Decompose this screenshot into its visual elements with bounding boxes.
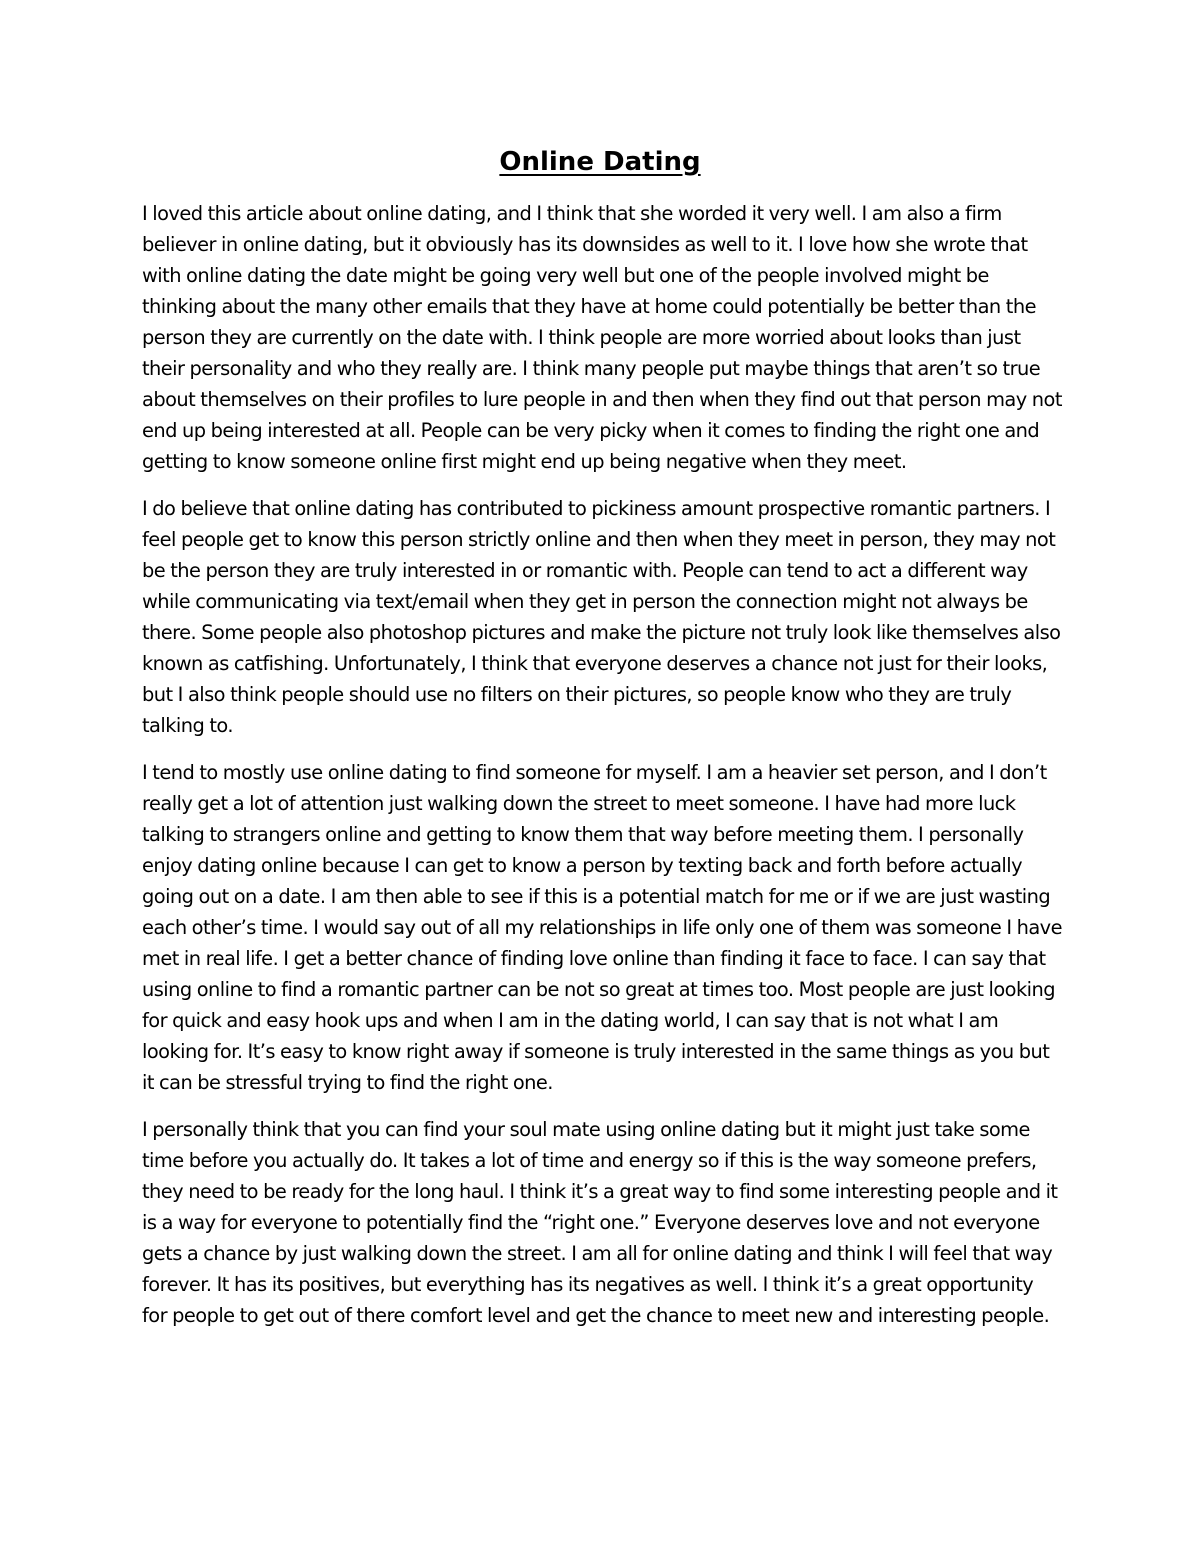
document-body	[142, 198, 1062, 1347]
paragraph-3: I tend to mostly use online dating to find someone for myself. I am a heavier set person, and I don’t really get a lot of attention just walking down the street to meet someone. I have had more luck talking to strangers online and getting to know them that way before meeting them. I personally enjoy dating online because I can get to know a person by texting back and forth before actually going out on a date. I am then able to see if this is a potential match for me or if we are just wasting each other’s time. I would say out of all my relationships in life only one of them was someone I have met in real life. I get a better chance of finding love online than finding it face to face. I can say that using online to find a romantic partner can be not so great at times too. Most people are just looking for quick and easy hook ups and when I am in the dating world, I can say that is not what I am looking for. It’s easy to know right away if someone is truly interested in the same things as you but it can be stressful trying to find the right one.	[142, 761, 1062, 1094]
paragraph-1: I loved this article about online dating, and I think that she worded it very well. I am also a firm believer in online dating, but it obviously has its downsides as well to it. I love how she wrote that with online dating the date might be going very well but one of the people involved might be thinking about the many other emails that they have at home could potentially be better than the person they are currently on the date with. I think people are more worried about looks than just their personality and who they really are. I think many people put maybe things that aren’t so true about themselves on their profiles to lure people in and then when they find out that person may not end up being interested at all. People can be very picky when it comes to finding the right one and getting to know someone online first might end up being negative when they meet.	[142, 202, 1062, 473]
document-title: Online Dating	[499, 147, 701, 177]
paragraph-2: I do believe that online dating has contributed to pickiness amount prospective romantic partners. I feel people get to know this person strictly online and then when they meet in person, they may not be the person they are truly interested in or romantic with. People can tend to act a different way while communicating via text/email when they get in person the connection might not always be there. Some people also photoshop pictures and make the picture not truly look like themselves also known as catfishing. Unfortunately, I think that everyone deserves a chance not just for their looks, but I also think people should use no filters on their pictures, so people know who they are truly talking to.	[142, 497, 1061, 737]
paragraph-4: I personally think that you can find your soul mate using online dating but it might just take some time before you actually do. It takes a lot of time and energy so if this is the way someone prefers, they need to be ready for the long haul. I think it’s a great way to find some interesting people and it is a way for everyone to potentially find the “right one.” Everyone deserves love and not everyone gets a chance by just walking down the street. I am all for online dating and think I will feel that way forever. It has its positives, but everything has its negatives as well. I think it’s a great opportunity for people to get out of there comfort level and get the chance to meet new and interesting people.	[142, 1118, 1058, 1327]
